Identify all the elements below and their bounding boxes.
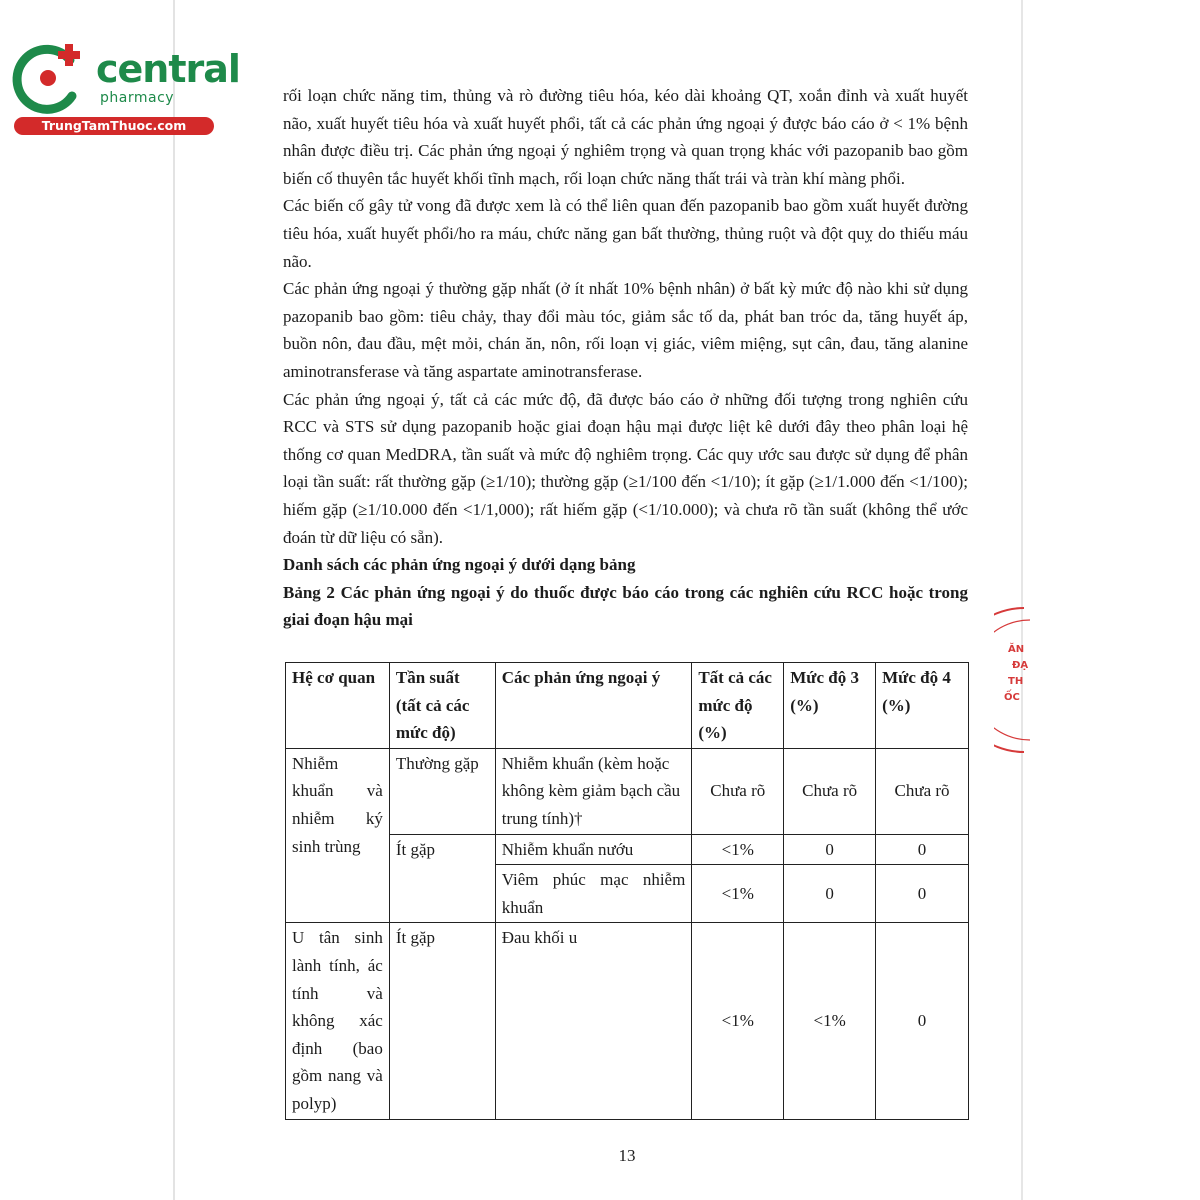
- svg-text:ĂN: ĂN: [1008, 644, 1025, 655]
- reaction-cell: Nhiễm khuẩn (kèm hoặc không kèm giảm bạch cầu trung tính)†: [495, 748, 692, 834]
- document-body: [283, 82, 968, 634]
- paragraph: rối loạn chức năng tim, thủng và rò đường tiêu hóa, kéo dài khoảng QT, xoắn đỉnh và xuất huyết não, xuất huyết tiêu hóa và xuất huyết phổi, tất cả các phản ứng ngoại ý được báo cáo ở < 1% bệnh nhân được điều trị. Các phản ứng ngoại ý nghiêm trọng và quan trọng khác với pazopanib bao gồm biến cố thuyên tắc huyết khối tĩnh mạch, rối loạn chức năng thất trái và tràn khí màng phổi.: [283, 86, 968, 188]
- adverse-reactions-table: [285, 662, 969, 1120]
- organ-system-cell: Nhiễm khuẩn và nhiễm ký sinh trùng: [286, 748, 390, 923]
- logo-tagline: pharmacy: [100, 90, 175, 106]
- header-grade-4: Mức độ 4 (%): [876, 663, 969, 749]
- reaction-cell: Viêm phúc mạc nhiễm khuẩn: [495, 865, 692, 923]
- grade-4-cell: 0: [876, 923, 969, 1119]
- all-grades-cell: <1%: [692, 834, 784, 865]
- grade-4-cell: Chưa rõ: [876, 748, 969, 834]
- paragraph: Các biến cố gây tử vong đã được xem là có thể liên quan đến pazopanib bao gồm xuất huyết đường tiêu hóa, xuất huyết phổi/ho ra máu, chức năng gan bất thường, thủng ruột và đột quỵ do thiếu máu não.: [283, 196, 968, 271]
- frequency-cell: Ít gặp: [389, 834, 495, 923]
- logo-brand-text: central: [96, 47, 240, 91]
- table-row: [286, 923, 969, 1119]
- organ-system-cell: U tân sinh lành tính, ác tính và không xác định (bao gồm nang và polyp): [286, 923, 390, 1119]
- grade-4-cell: 0: [876, 834, 969, 865]
- frequency-cell: Ít gặp: [389, 923, 495, 1119]
- header-frequency: Tần suất (tất cả các mức độ): [389, 663, 495, 749]
- header-grade-3: Mức độ 3 (%): [784, 663, 876, 749]
- all-grades-cell: Chưa rõ: [692, 748, 784, 834]
- table-header-row: [286, 663, 969, 749]
- page-number: 13: [618, 1146, 636, 1165]
- svg-text:ỐC: ỐC: [1004, 692, 1020, 703]
- seal-stamp: [994, 600, 1034, 760]
- grade-4-cell: 0: [876, 865, 969, 923]
- header-all-grades: Tất cả các mức độ (%): [692, 663, 784, 749]
- paragraph: Các phản ứng ngoại ý, tất cả các mức độ, đã được báo cáo ở những đối tượng trong nghiên cứu RCC và STS sử dụng pazopanib hoặc giai đoạn hậu mại được liệt kê dưới đây theo phân loại hệ thống cơ quan MedDRA, tần suất và mức độ nghiêm trọng. Các quy ước sau được sử dụng để phân loại tần suất: rất thường gặp (≥1/10); thường gặp (≥1/100 đến <1/10); ít gặp (≥1/1.000 đến <1/100); hiếm gặp (≥1/10.000 đến <1/1,000); rất hiếm gặp (<1/10.000); và chưa rõ tần suất (không thể ước đoán từ dữ liệu có sẵn).: [283, 389, 968, 547]
- all-grades-cell: <1%: [692, 865, 784, 923]
- table-caption: Bảng 2 Các phản ứng ngoại ý do thuốc được báo cáo trong các nghiên cứu RCC hoặc trong giai đoạn hậu mại: [283, 582, 968, 630]
- header-organ-system: Hệ cơ quan: [286, 663, 390, 749]
- paragraph: Các phản ứng ngoại ý thường gặp nhất (ở ít nhất 10% bệnh nhân) ở bất kỳ mức độ nào khi sử dụng pazopanib bao gồm: tiêu chảy, thay đổi màu tóc, giảm sắc tố da, phát ban tróc da, tăng huyết áp, buồn nôn, đau đầu, mệt mỏi, chán ăn, nôn, rối loạn vị giác, viêm miệng, sụt cân, đau, tăng alanine aminotransferase và tăng aspartate aminotransferase.: [283, 279, 968, 381]
- central-pharmacy-logo: [10, 38, 240, 138]
- all-grades-cell: <1%: [692, 923, 784, 1119]
- reaction-cell: Đau khối u: [495, 923, 692, 1119]
- frequency-cell: Thường gặp: [389, 748, 495, 834]
- pharmacy-cross-icon: [10, 38, 90, 118]
- page-edge-left: [173, 0, 175, 1200]
- header-reaction: Các phản ứng ngoại ý: [495, 663, 692, 749]
- svg-text:ĐẠ: ĐẠ: [1012, 660, 1029, 671]
- section-heading: Danh sách các phản ứng ngoại ý dưới dạng bảng: [283, 555, 636, 575]
- grade-3-cell: <1%: [784, 923, 876, 1119]
- reaction-cell: Nhiễm khuẩn nướu: [495, 834, 692, 865]
- table-row: [286, 748, 969, 834]
- svg-text:TH: TH: [1008, 676, 1024, 687]
- grade-3-cell: 0: [784, 865, 876, 923]
- grade-3-cell: 0: [784, 834, 876, 865]
- logo-site-banner: TrungTamThuoc.com: [14, 117, 214, 135]
- grade-3-cell: Chưa rõ: [784, 748, 876, 834]
